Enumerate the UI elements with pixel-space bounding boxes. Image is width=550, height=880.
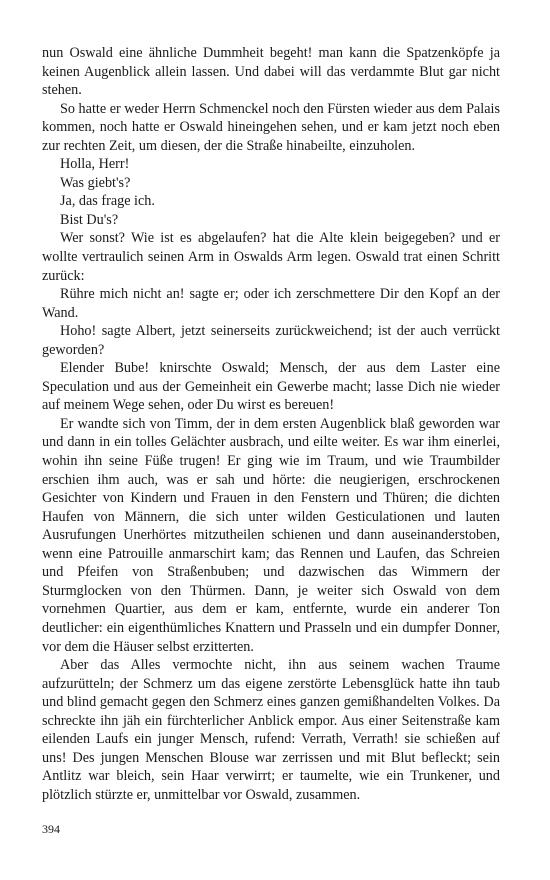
paragraph: So hatte er weder Herrn Schmenckel noch den Fürsten wieder aus dem Palais kommen, noch hatte er Oswald hineingehen sehen, und er kam jetzt noch eben zur rechten Zeit, um diesen, der die Straße hinabeilte, einzuholen.: [42, 100, 500, 154]
paragraph: Hoho! sagte Albert, jetzt seinerseits zurückweichend; ist der auch verrückt geworden?: [42, 323, 500, 358]
paragraph: Er wandte sich von Timm, der in dem ersten Augenblick blaß geworden war und dann in ein tolles Gelächter ausbrach, und eilte weiter. Es war ihm einerlei, wohin ihn seine Füße trugen! Er ging wie im Traum, und wie Traumbilder erschien ihm auch, was er sah und hörte: die neugierigen, erschrockenen Gesichter von Kindern und Frauen in den Fenstern und Thüren; die dichten Haufen von Männern, die sich unter wilden Gesticulationen und lauten Ausrufungen Unerhörtes mitzutheilen schienen und dann auseinanderstoben, wenn eine Patrouille anmarschirt kam; das Rennen und Laufen, das Schreien und Pfeifen von Straßenbuben; und dazwischen das Wimmern der Sturmglocken von den Thürmen. Dann, je weiter sich Oswald von dem vornehmen Quartier, aus dem er kam, entfernte, wurde ein anderer Ton deutlicher: ein eigenthümliches Knattern und Prasseln und ein dumpfer Donner, vor dem die Häuser selbst erzitterten.: [42, 415, 500, 655]
paragraph: Bist Du's?: [60, 211, 119, 228]
paragraph: Wer sonst? Wie ist es abgelaufen? hat die Alte klein beigegeben? und er wollte vertraulich seinen Arm in Oswalds Arm legen. Oswald trat einen Schritt zurück:: [42, 230, 500, 284]
body-text: [42, 44, 500, 804]
paragraph: Elender Bube! knirschte Oswald; Mensch, der aus dem Laster eine Speculation und aus der Gemeinheit ein Gewerbe macht; lasse Dich nie wieder auf meinem Wege sehen, oder Du wirst es bereuen!: [42, 360, 500, 414]
paragraph: Aber das Alles vermochte nicht, ihn aus seinem wachen Traume aufzurütteln; der Schmerz um das eigene zerstörte Lebensglück hatte ihn taub und blind gemacht gegen den Schmerz eines ganzen gemißhandelten Volkes. Da schreckte ihn jäh ein fürchterlicher Anblick empor. Aus einer Seitenstraße kam eilenden Laufs ein junger Mensch, rufend: Verrath, Verrath! sie schießen auf uns! Des jungen Menschen Blouse war zerrissen und mit Blut befleckt; sein Antlitz war bleich, sein Haar verwirrt; er taumelte, wie ein Trunkener, und plötzlich stürzte er, unmittelbar vor Oswald, zusammen.: [42, 657, 500, 803]
paragraph: Was giebt's?: [60, 174, 131, 191]
paragraph: nun Oswald eine ähnliche Dummheit begeht! man kann die Spatzenköpfe ja keinen Augenblick allein lassen. Und dabei will das verdammte Blut gar nicht stehen.: [42, 45, 500, 99]
page-number: 394: [42, 822, 60, 836]
paragraph: Holla, Herr!: [60, 156, 130, 173]
paragraph: Ja, das frage ich.: [60, 193, 155, 210]
paragraph: Rühre mich nicht an! sagte er; oder ich zerschmettere Dir den Kopf an der Wand.: [42, 286, 500, 321]
